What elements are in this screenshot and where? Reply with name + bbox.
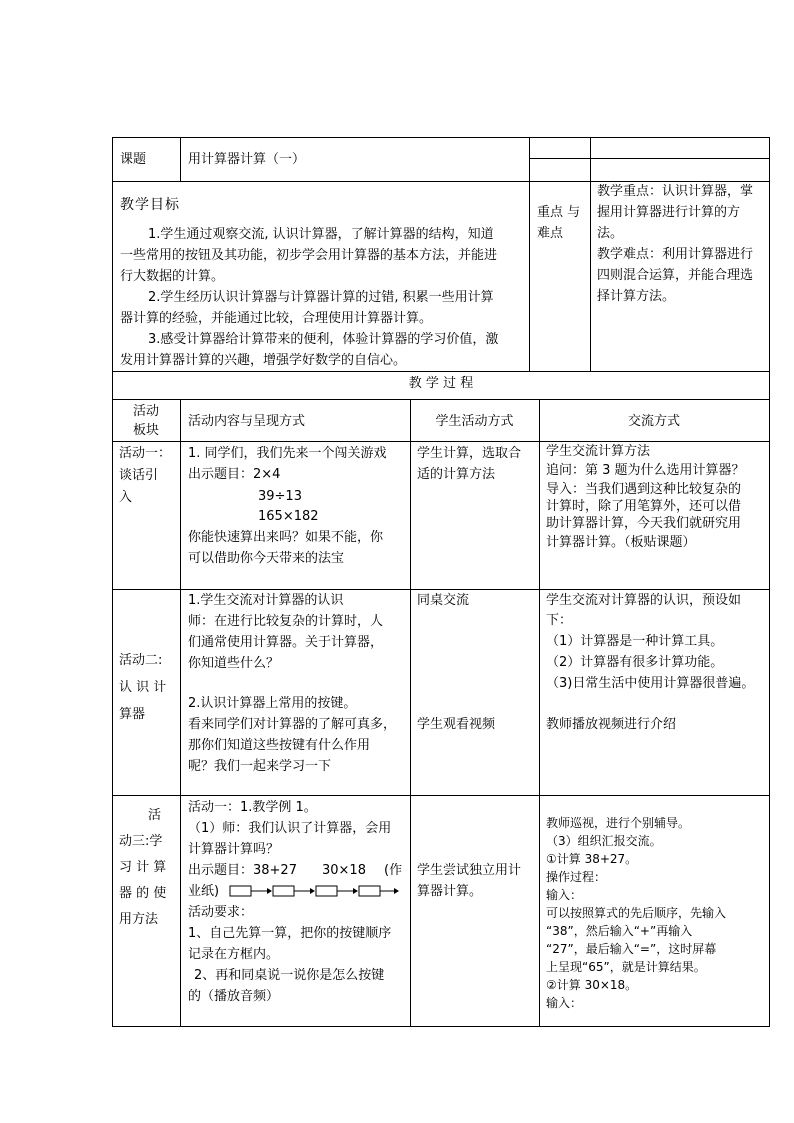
a2-content-3: 们通常使用计算器。关于计算器， (188, 635, 384, 650)
a3-exchange-1: 教师巡视，进行个别辅导。 (546, 816, 691, 830)
a3-exchange-3: ①计算 38+27。 (546, 852, 638, 866)
difficulty-line-1: 教学难点：利用计算器进行 (597, 247, 754, 262)
col-module-line-2: 板块 (132, 423, 159, 438)
difficulty-line-3: 择计算方法。 (597, 289, 676, 304)
a1-student-1: 学生计算，选取合 (417, 446, 522, 461)
a2-exchange-1: 学生交流对计算器的认识，预设如 (546, 593, 742, 608)
a2-content-7: 那你们知道这些按键有什么作用 (188, 738, 371, 753)
a1-exchange-3: 导入：当我们遇到这种比较复杂的 (546, 482, 742, 497)
a3-module-line-1: 活 (148, 808, 162, 823)
a3-content-6: 活动要求： (188, 905, 254, 920)
focus-line-3: 法。 (597, 226, 624, 241)
a3-exchange-10: ②计算 30×18。 (546, 978, 638, 992)
col-module-line-1: 活动 (132, 404, 159, 419)
a3-exchange-5: 输入： (546, 888, 583, 902)
a3-content-10: 的（播放音频） (188, 989, 280, 1004)
a1-student-2: 适的计算方法 (417, 467, 496, 482)
objective-2-line-1: 2.学生经历认识计算器与计算器计算的过错, 积累一些用计算 (148, 290, 494, 305)
subject-value: 用计算器计算（一） (188, 152, 306, 167)
a3-exchange-2: （3）组织汇报交流。 (546, 834, 662, 848)
a2-content-5: 2.认识计算器上常用的按键。 (188, 696, 357, 711)
a3-module-line-2: 动三:学 (119, 834, 163, 849)
a3-exchange-6: 可以按照算式的先后顺序，先输入 (546, 906, 727, 920)
a2-content-6: 看来同学们对计算器的了解可真多， (188, 717, 397, 732)
key-sequence-diagram (229, 883, 405, 899)
a1-content-4: 165×182 (258, 509, 319, 524)
a3-content-1: 活动一：1.教学例 1。 (188, 800, 317, 815)
objective-2-line-2: 器计算的经验，并能通过比较，合理使用计算器计算。 (120, 311, 433, 326)
a3-exchange-4: 操作过程： (546, 870, 607, 884)
a3-content-4c: (作 (384, 863, 403, 878)
key-points-label-line-1: 重点 与 (537, 205, 581, 220)
a3-content-2: （1）师：我们认识了计算器，会用 (188, 821, 392, 836)
objective-1-line-1: 1.学生通过观察交流, 认识计算器，了解计算器的结构，知道 (148, 227, 494, 242)
a3-exchange-7: “38”，然后输入“+”再输入 (546, 924, 693, 938)
a1-content-1: 1. 同学们，我们先来一个闯关游戏 (188, 446, 387, 461)
a1-module-line-2: 谈话引 (119, 468, 159, 483)
a2-exchange-6: 教师播放视频进行介绍 (546, 717, 677, 732)
a1-content-6: 可以借助你今天带来的法宝 (188, 551, 345, 566)
a2-module-line-3: 算器 (119, 707, 146, 722)
a3-content-4b: 30×18 (322, 863, 366, 878)
a1-module-line-1: 活动一： (119, 446, 172, 461)
a2-content-2: 师：在进行比较复杂的计算时，人 (188, 614, 384, 629)
a2-exchange-4: （2）计算器有很多计算功能。 (546, 655, 724, 670)
subject-label: 课题 (120, 152, 147, 167)
a1-content-5: 你能快速算出来吗？如果不能，你 (188, 530, 384, 545)
objective-1-line-2: 一些常用的按钮及其功能，初步学会用计算器的基本方法，并能进 (120, 248, 498, 263)
a2-student-2: 学生观看视频 (417, 717, 496, 732)
a3-exchange-11: 输入： (546, 996, 583, 1010)
focus-line-1: 教学重点：认识计算器，掌 (597, 184, 754, 199)
a1-exchange-4: 计算时，除了用笔算外，还可以借 (546, 499, 742, 514)
a3-exchange-9: 上呈现“65”，就是计算结果。 (546, 960, 706, 974)
objective-3-line-1: 3.感受计算器给计算带来的便利，体验计算器的学习价值，激 (148, 332, 499, 347)
a1-content-2: 出示题目：2×4 (188, 467, 281, 482)
a1-content-3: 39÷13 (258, 489, 302, 504)
a1-exchange-1: 学生交流计算方法 (546, 444, 651, 459)
a3-content-5: 业纸) (188, 884, 220, 899)
a2-content-4: 你知道些什么？ (188, 656, 280, 671)
a1-module-line-3: 入 (119, 490, 133, 505)
a3-content-7: 1、自己先算一算，把你的按键顺序 (188, 926, 392, 941)
key-sequence-boxes (229, 883, 405, 899)
difficulty-line-2: 四则混合运算，并能合理选 (597, 268, 754, 283)
a2-exchange-3: （1）计算器是一种计算工具。 (546, 634, 724, 649)
a3-content-9: 2、再和同桌说一说你是怎么按键 (194, 968, 385, 983)
objective-1-line-3: 行大数据的计算。 (120, 269, 225, 284)
objectives-heading: 教学目标 (120, 197, 180, 213)
a1-exchange-5: 助计算器计算，今天我们就研究用 (546, 516, 742, 531)
a2-content-1: 1.学生交流对计算器的认识 (188, 593, 344, 608)
a3-module-line-5: 用方法 (119, 912, 159, 927)
col-exchange: 交流方式 (627, 414, 680, 429)
a3-content-3: 计算器计算吗？ (188, 842, 280, 857)
a3-content-8: 记录在方框内。 (188, 947, 280, 962)
a2-exchange-2: 下： (546, 613, 573, 628)
a1-exchange-2: 追问：第 3 题为什么选用计算器？ (546, 463, 745, 478)
process-title: 教 学 过 程 (408, 376, 474, 391)
a2-student-1: 同桌交流 (417, 593, 470, 608)
a3-module-line-4: 器 的 使 (119, 886, 167, 901)
objective-3-line-2: 发用计算器计算的兴趣，增强学好数学的自信心。 (120, 353, 407, 368)
a3-content-4a: 出示题目：38+27 (188, 863, 297, 878)
a2-exchange-5: （3)日常生活中使用计算器很普遍。 (546, 676, 755, 691)
a3-exchange-8: “27”，最后输入“=”，这时屏幕 (546, 942, 717, 956)
a2-module-line-1: 活动二: (119, 653, 163, 668)
focus-line-2: 握用计算器进行计算的方 (597, 205, 741, 220)
a2-content-8: 呢？我们一起来学习一下 (188, 759, 332, 774)
col-student: 学生活动方式 (435, 414, 514, 429)
a2-module-line-2: 认 识 计 (119, 680, 167, 695)
key-points-label-line-2: 难点 (537, 226, 564, 241)
a3-student-1: 学生尝试独立用计 (417, 863, 522, 878)
a1-exchange-6: 计算器计算。（板贴课题） (546, 535, 696, 550)
a3-module-line-3: 习 计 算 (119, 860, 167, 875)
col-content: 活动内容与呈现方式 (188, 414, 306, 429)
a3-student-2: 算器计算。 (417, 884, 483, 899)
